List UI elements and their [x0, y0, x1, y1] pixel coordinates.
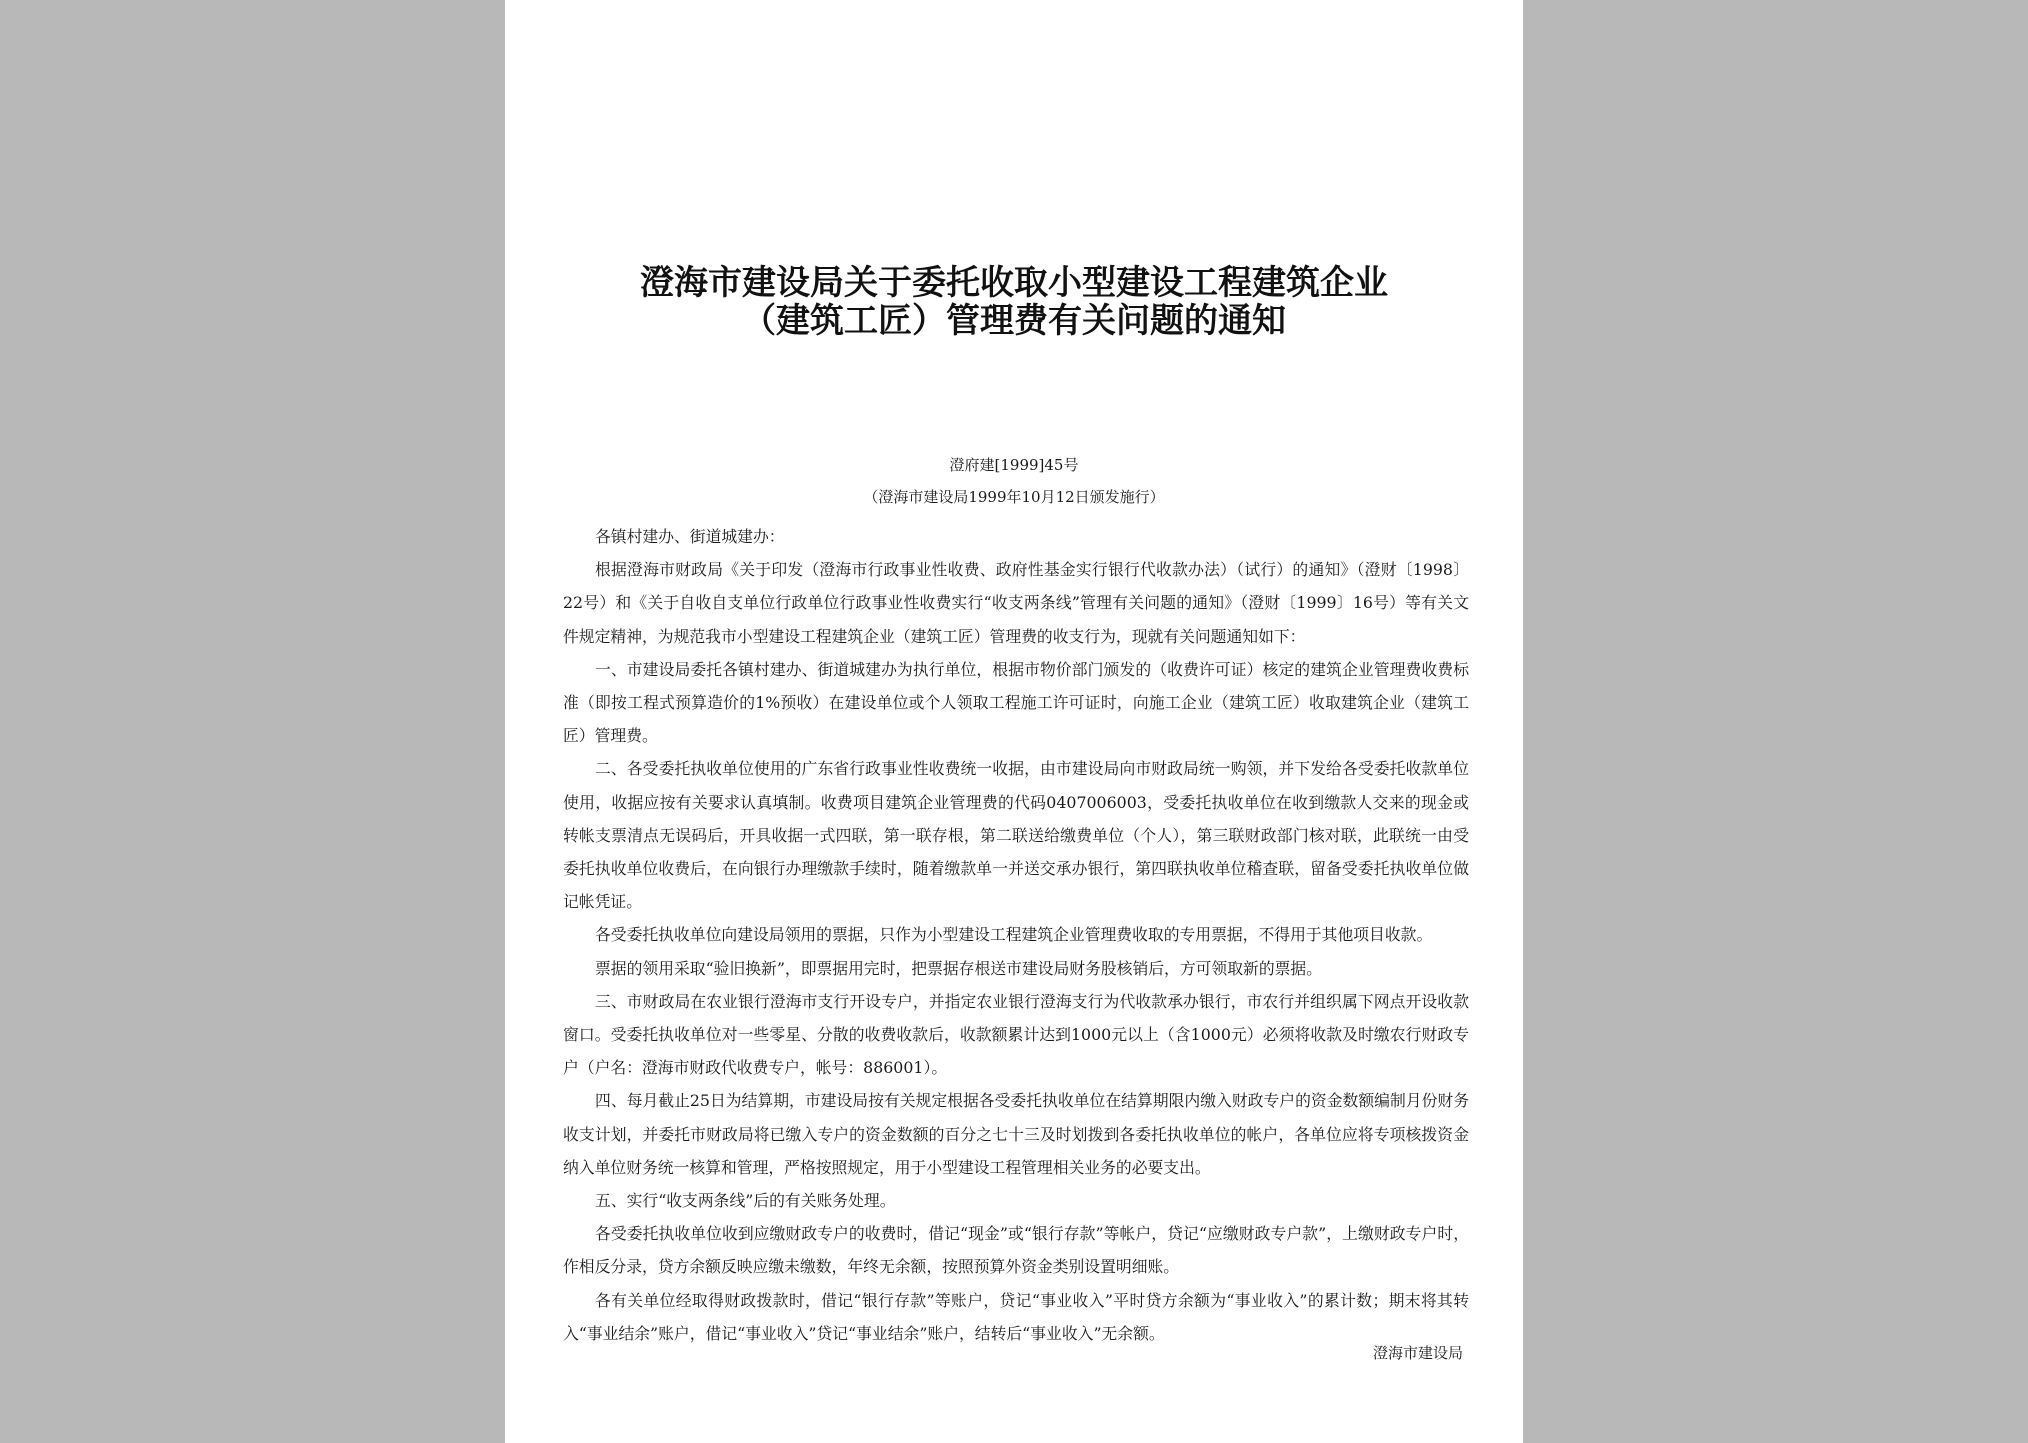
salutation: 各镇村建办、街道城建办：	[595, 527, 785, 546]
paragraph: 票据的领用采取“验旧换新”，即票据用完时，把票据存根送市建设局财务股核销后，方可领取新的票据。	[595, 958, 1323, 978]
paragraph: 二、各受委托执收单位使用的广东省行政事业性收费统一收据，由市建设局向市财政局统一购领，并下发给各受委托收款单位使用，收据应按有关要求认真填制。收费项目建筑企业管理费的代码0407006003，受委托执收单位在收到缴款人交来的现金或转帐支票清点无误码后，开具收据一式四联，第一联存根，第二联送给缴费单位（个人），第三联财政部门核对联，此联统一由受委托执收单位收费后，在向银行办理缴款手续时，随着缴款单一并送交承办银行，第四联执收单位稽查联，留备受委托执收单位做记帐凭证。	[563, 759, 1469, 912]
document-title-line-2: （建筑工匠）管理费有关问题的通知	[742, 301, 1286, 341]
paragraph: 四、每月截止25日为结算期，市建设局按有关规定根据各受委托执收单位在结算期限内缴入财政专户的资金数额编制月份财务收支计划，并委托市财政局将已缴入专户的资金数额的百分之七十三及时划拨到各委托执收单位的帐户，各单位应将专项核拨资金纳入单位财务统一核算和管理，严格按照规定，用于小型建设工程管理相关业务的必要支出。	[563, 1091, 1469, 1177]
paragraph: 三、市财政局在农业银行澄海市支行开设专户，并指定农业银行澄海支行为代收款承办银行，市农行并组织属下网点开设收款窗口。受委托执收单位对一些零星、分散的收费收款后，收款额累计达到1000元以上（含1000元）必须将收款及时缴农行财政专户（户名：澄海市财政代收费专户，帐号：886001）。	[563, 991, 1469, 1078]
paragraph: 五、实行“收支两条线”后的有关账务处理。	[595, 1191, 896, 1211]
paragraph: 各有关单位经取得财政拨款时，借记“银行存款”等账户，贷记“事业收入”平时贷方余额为“事业收入”的累计数；期末将其转入“事业结余”账户，借记“事业收入”贷记“事业结余”账户，结转后“事业收入”无余额。	[563, 1290, 1469, 1343]
document-page	[505, 0, 1523, 1443]
paragraph: 各受委托执收单位向建设局领用的票据，只作为小型建设工程建筑企业管理费收取的专用票据，不得用于其他项目收款。	[595, 925, 1433, 945]
signature: 澄海市建设局	[1372, 1344, 1463, 1362]
issued-note: （澄海市建设局1999年10月12日颁发施行）	[863, 488, 1165, 506]
paragraph: 一、市建设局委托各镇村建办、街道城建办为执行单位，根据市物价部门颁发的（收费许可证）核定的建筑企业管理费收费标准（即按工程式预算造价的1%预收）在建设单位或个人领取工程施工许可证时，向施工企业（建筑工匠）收取建筑企业（建筑工匠）管理费。	[563, 659, 1469, 746]
document-title-line-1: 澄海市建设局关于委托收取小型建设工程建筑企业	[640, 263, 1388, 303]
document-body	[563, 520, 1469, 1350]
paragraph: 各受委托执收单位收到应缴财政专户的收费时，借记“现金”或“银行存款”等帐户，贷记“应缴财政专户款”，上缴财政专户时，作相反分录，贷方余额反映应缴未缴数，年终无余额，按照预算外资金类别设置明细账。	[563, 1224, 1469, 1277]
paragraph: 根据澄海市财政局《关于印发（澄海市行政事业性收费、政府性基金实行银行代收款办法）（试行）的通知》（澄财〔1998〕22号）和《关于自收自支单位行政单位行政事业性收费实行“收支两条线”管理有关问题的通知》（澄财〔1999〕16号）等有关文件规定精神，为规范我市小型建设工程建筑企业（建筑工匠）管理费的收支行为，现就有关问题通知如下：	[563, 560, 1469, 646]
document-number: 澄府建[1999]45号	[949, 456, 1079, 474]
